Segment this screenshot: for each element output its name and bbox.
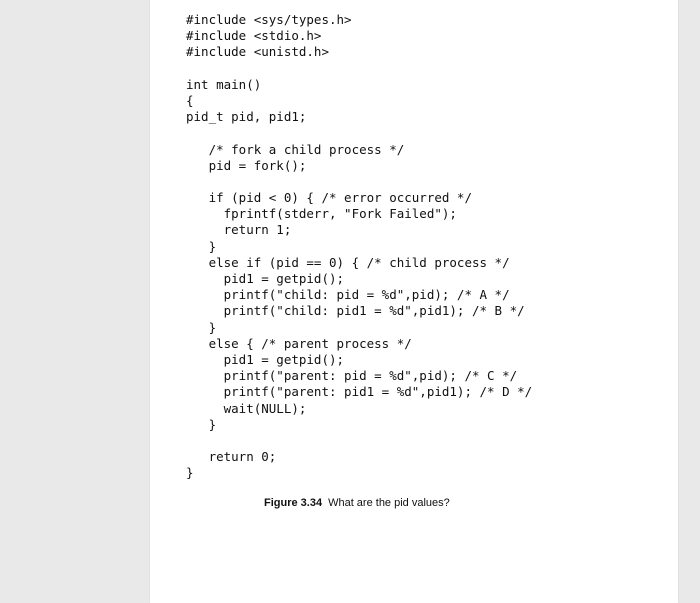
code-line: [186, 433, 532, 449]
code-line: #include <stdio.h>: [186, 28, 322, 44]
code-line: wait(NULL);: [186, 400, 307, 416]
code-line: pid1 = getpid();: [186, 271, 345, 286]
code-listing: [186, 12, 532, 481]
code-line: [186, 174, 532, 190]
code-line: fprintf(stderr, "Fork Failed");: [186, 206, 457, 222]
code-line: pid = fork();: [186, 157, 307, 173]
code-line: printf("parent: pid = %d",pid); /* C */: [186, 368, 518, 384]
code-line: pid1 = getpid();: [186, 351, 345, 367]
code-line: [186, 125, 532, 141]
figure-caption: [264, 497, 450, 509]
code-line: int main(): [186, 76, 262, 92]
code-line: }: [186, 416, 217, 432]
code-line: printf("child: pid1 = %d",pid1); /* B */: [186, 303, 525, 319]
code-line: [186, 61, 532, 77]
code-line: /* fork a child process */: [186, 141, 405, 157]
code-line: printf("parent: pid1 = %d",pid1); /* D */: [186, 384, 533, 400]
code-line: }: [186, 465, 194, 481]
code-line: }: [186, 319, 217, 335]
code-line: printf("child: pid = %d",pid); /* A */: [186, 287, 510, 303]
code-line: else { /* parent process */: [186, 335, 412, 351]
code-line: else if (pid == 0) { /* child process */: [186, 254, 510, 270]
code-line: #include <unistd.h>: [186, 44, 329, 60]
code-line: if (pid < 0) { /* error occurred */: [186, 190, 472, 206]
code-line: pid_t pid, pid1;: [186, 109, 307, 125]
code-line: return 0;: [186, 449, 277, 465]
figure-label: Figure 3.34: [264, 497, 323, 509]
code-line: #include <sys/types.h>: [186, 12, 352, 27]
figure-caption-text: What are the pid values?: [328, 497, 450, 509]
code-line: {: [186, 92, 194, 108]
code-line: }: [186, 238, 217, 254]
code-line: return 1;: [186, 222, 292, 238]
